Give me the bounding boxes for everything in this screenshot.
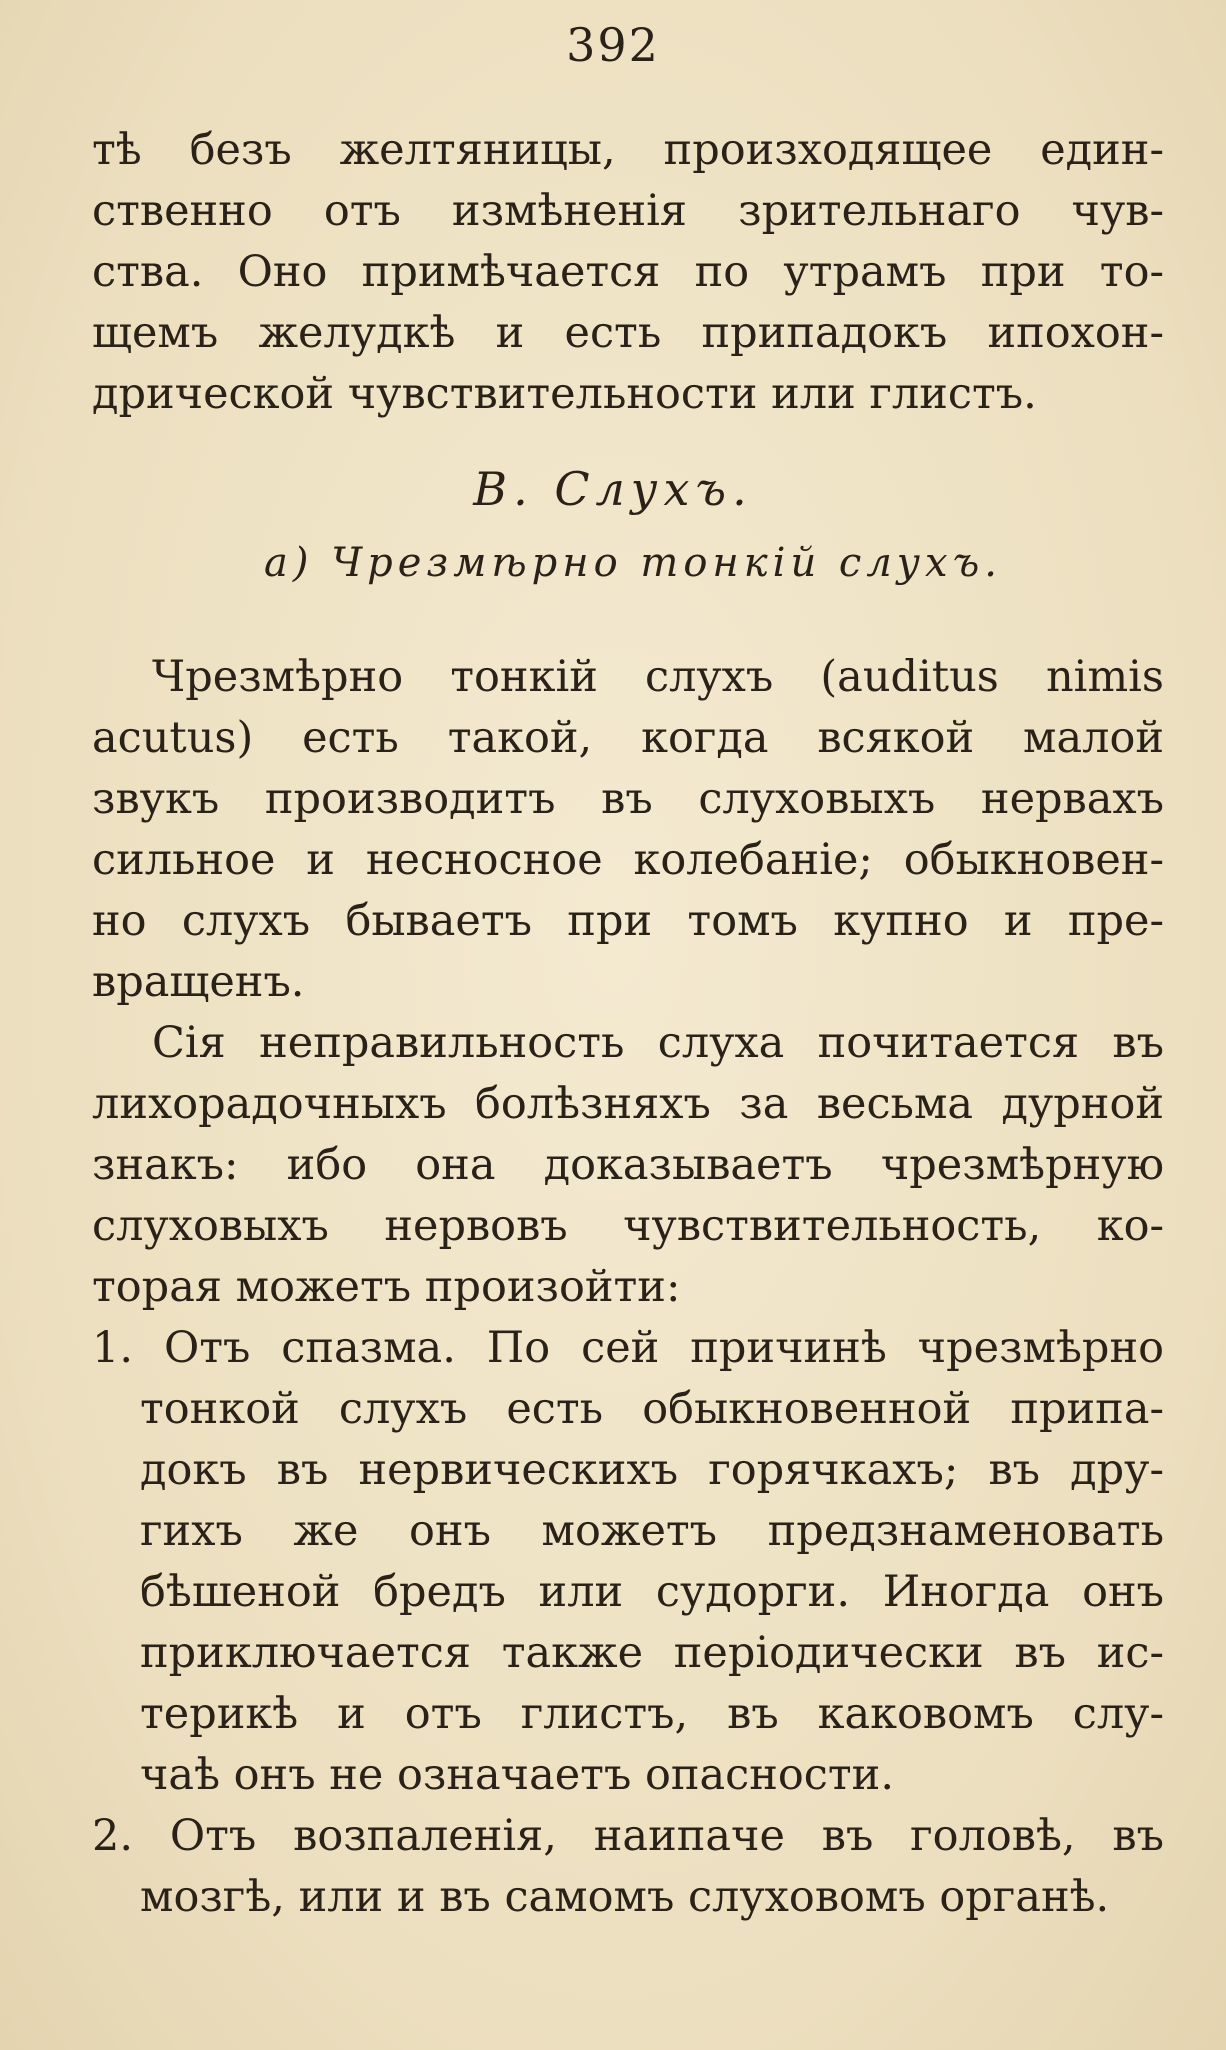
text-line: acutus) есть такой, когда всякой малой xyxy=(92,713,1164,763)
text-line: знакъ: ибо она доказываетъ чрезмѣрную xyxy=(92,1140,1164,1190)
text-line: но слухъ бываетъ при томъ купно и пре- xyxy=(92,896,1164,946)
top-paragraph xyxy=(92,120,1164,425)
paragraph-2 xyxy=(92,1013,1164,1318)
text-line: гихъ же онъ можетъ предзнаменовать xyxy=(140,1506,1164,1556)
text-line: торая можетъ произойти: xyxy=(92,1262,681,1312)
text-line: Чрезмѣрно тонкій слухъ (auditus nimis xyxy=(152,652,1164,702)
text-line: 1. Отъ спазма. По сей причинѣ чрезмѣрно xyxy=(92,1323,1164,1373)
subsection-heading: а) Чрезмѣрно тонкій слухъ. xyxy=(264,540,1002,586)
paragraph-1 xyxy=(92,647,1164,1013)
text-line: 2. Отъ возпаленія, наипаче въ головѣ, въ xyxy=(92,1811,1164,1861)
list-item-2 xyxy=(92,1806,1164,1928)
text-line: вращенъ. xyxy=(92,957,305,1007)
text-line: ственно отъ измѣненія зрительнаго чув- xyxy=(92,186,1164,236)
text-line: чаѣ онъ не означаетъ опасности. xyxy=(140,1750,894,1800)
text-line: дрической чувствительности или глистъ. xyxy=(92,369,1037,419)
text-line: мозгѣ, или и въ самомъ слуховомъ органѣ. xyxy=(140,1872,1110,1922)
section-heading: В. Слухъ. xyxy=(473,462,753,516)
text-line: тонкой слухъ есть обыкновенной припа- xyxy=(140,1384,1164,1434)
text-line: слуховыхъ нервовъ чувствительность, ко- xyxy=(92,1201,1164,1251)
text-line: приключается также періодически въ ис- xyxy=(140,1628,1164,1678)
text-line: сильное и несносное колебаніе; обыкновен- xyxy=(92,835,1164,885)
text-line: терикѣ и отъ глистъ, въ каковомъ слу- xyxy=(140,1689,1164,1739)
text-line: звукъ производитъ въ слуховыхъ нервахъ xyxy=(92,774,1164,824)
text-line: Сія неправильность слуха почитается въ xyxy=(152,1018,1164,1068)
text-line: докъ въ нервическихъ горячкахъ; въ дру- xyxy=(140,1445,1164,1495)
text-line: бѣшеной бредъ или судорги. Иногда онъ xyxy=(140,1567,1164,1617)
text-line: щемъ желудкѣ и есть припадокъ ипохон- xyxy=(92,308,1164,358)
page-number: 392 xyxy=(566,18,660,72)
text-line: тѣ безъ желтяницы, произходящее един- xyxy=(92,125,1164,175)
list-item-1 xyxy=(92,1318,1164,1806)
text-line: лихорадочныхъ болѣзняхъ за весьма дурной xyxy=(92,1079,1164,1129)
text-line: ства. Оно примѣчается по утрамъ при то- xyxy=(92,247,1164,297)
